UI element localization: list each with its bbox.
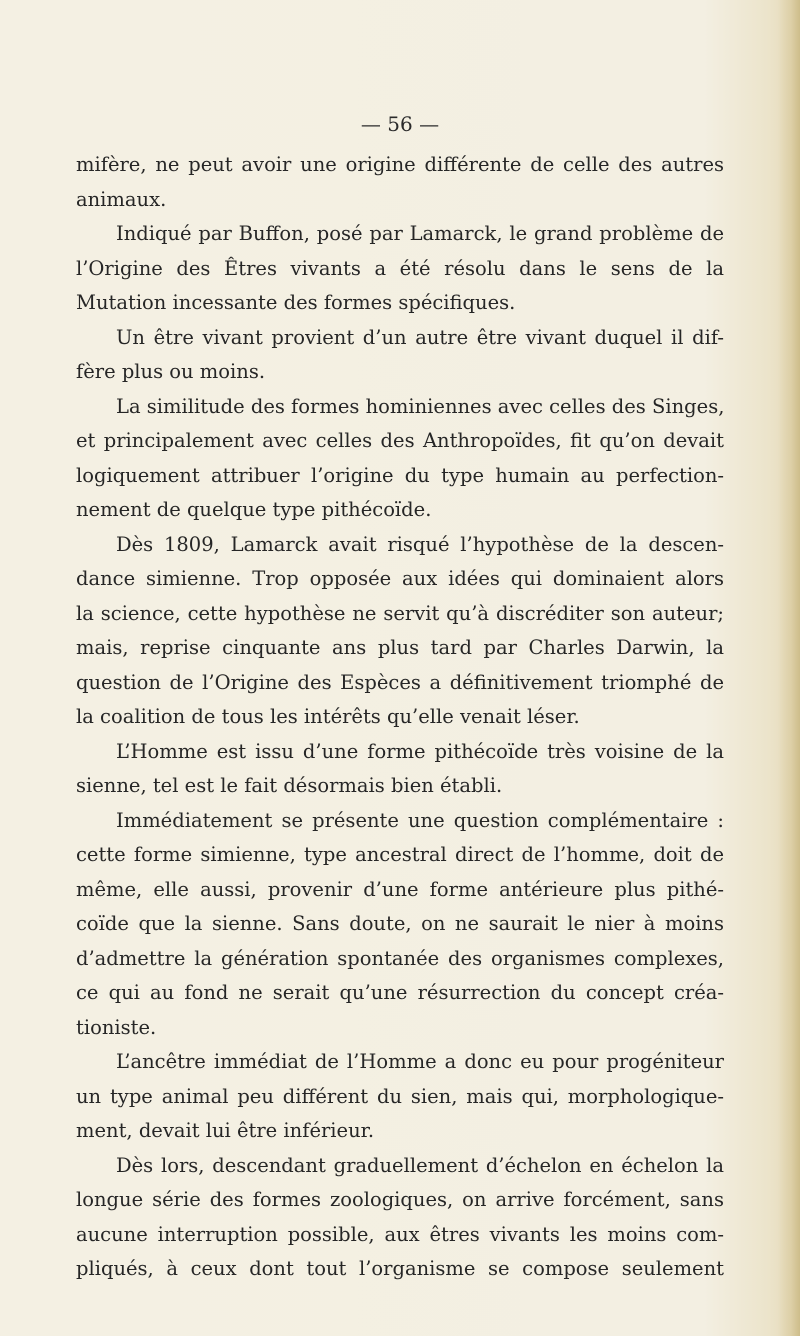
text-line: tioniste.	[76, 1015, 157, 1039]
text-line: Un être vivant provient d’un autre être vivant duquel il dif-	[116, 325, 724, 349]
text-line: la science, cette hypothèse ne servit qu’à discréditer son auteur;	[76, 601, 724, 625]
text-line: Dès lors, descendant graduellement d’échelon en échelon la	[116, 1153, 724, 1177]
text-line: fère plus ou moins.	[76, 360, 266, 383]
text-line: aucune interruption possible, aux êtres vivants les moins com-	[76, 1222, 724, 1246]
text-line: d’admettre la génération spontanée des organismes complexes,	[76, 946, 724, 970]
text-line: animaux.	[76, 187, 167, 211]
body-text	[76, 148, 724, 1287]
text-line: L’ancêtre immédiat de l’Homme a donc eu pour progéniteur	[116, 1050, 724, 1073]
page-number: — 56 —	[360, 112, 440, 136]
text-line: logiquement attribuer l’origine du type humain au perfection-	[76, 463, 724, 487]
text-line: ment, devait lui être inférieur.	[76, 1119, 375, 1142]
text-line: un type animal peu différent du sien, mais qui, morphologique-	[76, 1084, 724, 1108]
text-line: dance simienne. Trop opposée aux idées qui dominaient alors	[76, 567, 724, 590]
text-line: Dès 1809, Lamarck avait risqué l’hypothèse de la descen-	[116, 532, 724, 556]
text-line: Indiqué par Buffon, posé par Lamarck, le grand problème de	[116, 222, 724, 245]
text-line: l’Origine des Êtres vivants a été résolu dans le sens de la	[76, 256, 724, 280]
text-line: ce qui au fond ne serait qu’une résurrection du concept créa-	[76, 981, 724, 1004]
text-line: la coalition de tous les intérêts qu’elle venait léser.	[76, 705, 580, 728]
text-line: même, elle aussi, provenir d’une forme antérieure plus pithé-	[76, 877, 724, 901]
page-edge-shadow	[778, 0, 800, 1336]
text-line: mifère, ne peut avoir une origine différente de celle des autres	[76, 153, 724, 176]
text-line: question de l’Origine des Espèces a définitivement triomphé de	[76, 670, 724, 694]
text-line: La similitude des formes hominiennes avec celles des Singes,	[116, 394, 724, 418]
text-line: cette forme simienne, type ancestral direct de l’homme, doit de	[76, 843, 724, 866]
text-line: Immédiatement se présente une question complémentaire :	[116, 808, 724, 832]
text-line: mais, reprise cinquante ans plus tard par Charles Darwin, la	[76, 636, 724, 659]
text-line: Mutation incessante des formes spécifiques.	[76, 291, 516, 314]
text-line: coïde que la sienne. Sans doute, on ne saurait le nier à moins	[76, 912, 724, 935]
text-line: L’Homme est issu d’une forme pithécoïde très voisine de la	[116, 739, 724, 763]
text-line: longue série des formes zoologiques, on arrive forcément, sans	[76, 1188, 724, 1211]
text-line: pliqués, à ceux dont tout l’organisme se compose seulement	[76, 1257, 724, 1280]
text-line: nement de quelque type pithécoïde.	[76, 498, 432, 521]
text-line: et principalement avec celles des Anthropoïdes, fit qu’on devait	[76, 429, 724, 452]
text-line: sienne, tel est le fait désormais bien établi.	[76, 774, 503, 797]
